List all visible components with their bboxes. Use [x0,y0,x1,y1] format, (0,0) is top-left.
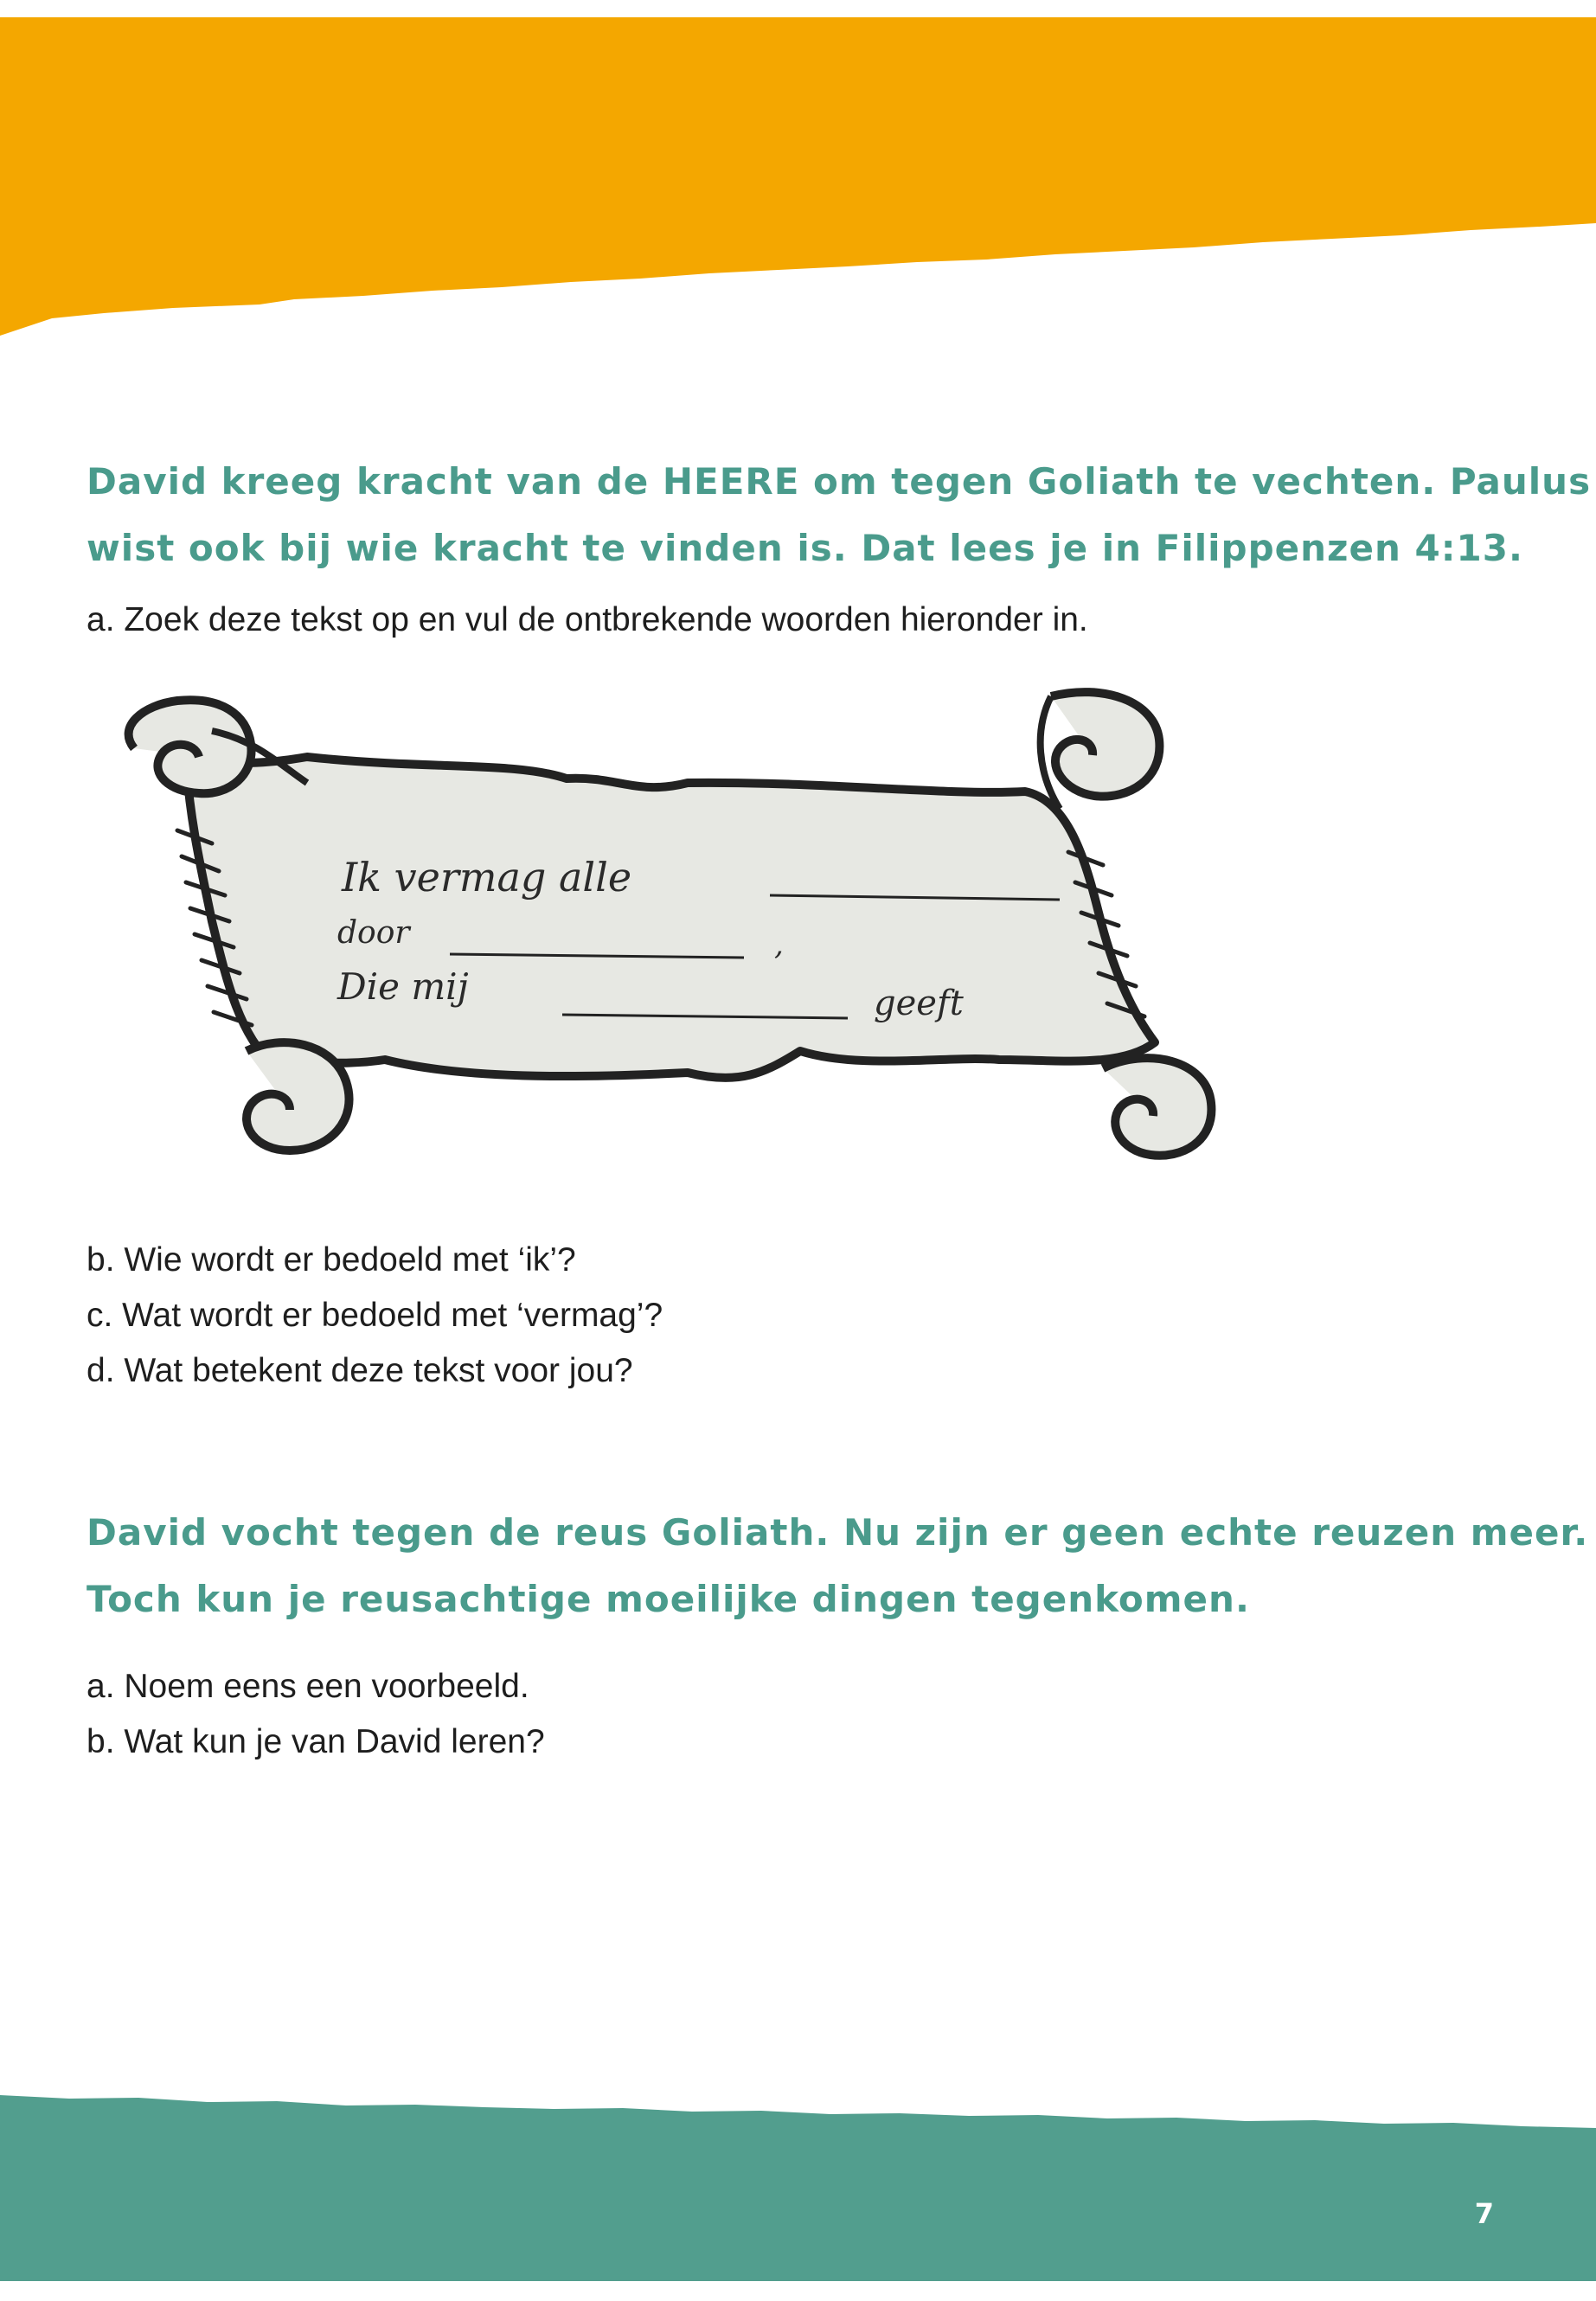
page-number: 7 [1474,2197,1494,2230]
section1-heading-line-2: wist ook bij wie kracht te vinden is. Dat lees je in Filippenzen 4:13. [87,527,1523,569]
section2-heading [87,1499,1589,1632]
section2-heading-line-1: David vocht tegen de reus Goliath. Nu zijn er geen echte reuzen meer. [87,1511,1589,1554]
scroll-line-1: Ik vermag alle [342,854,632,901]
question-c: c. Wat wordt er bedoeld met ‘vermag’? [87,1297,663,1334]
section2-heading-line-2: Toch kun je reusachtige moeilijke dingen tegenkomen. [87,1578,1250,1620]
question-b2: b. Wat kun je van David leren? [87,1723,545,1760]
top-orange-band [0,0,1596,346]
section1-heading-line-1: David kreeg kracht van de HEERE om tegen Goliath te vechten. Paulus [87,460,1592,503]
scroll-comma: , [774,927,784,962]
scroll-curl-bottom-right [1103,1058,1211,1156]
question-b: b. Wie wordt er bedoeld met ‘ik’? [87,1241,576,1279]
section1-task-a: a. Zoek deze tekst op en vul de ontbrekende woorden hieronder in. [87,601,1088,638]
section2-questions [87,1659,545,1770]
scroll-paper [186,757,1155,1078]
scroll-line-3-end: geeft [874,984,964,1023]
question-a: a. Noem eens een voorbeeld. [87,1668,529,1705]
scroll-curl-top-left [129,700,252,793]
question-d: d. Wat betekent deze tekst voor jou? [87,1352,633,1389]
scroll-line-2: door [337,915,410,951]
scroll-illustration [82,679,1233,1172]
bottom-teal-band [0,2076,1596,2301]
scroll-curl-top-right [1051,692,1159,797]
section1-questions [87,1233,663,1399]
scroll-line-3-start: Die mij [337,965,469,1008]
section1-heading [87,448,1592,581]
scroll-curl-bottom-left [247,1042,349,1150]
